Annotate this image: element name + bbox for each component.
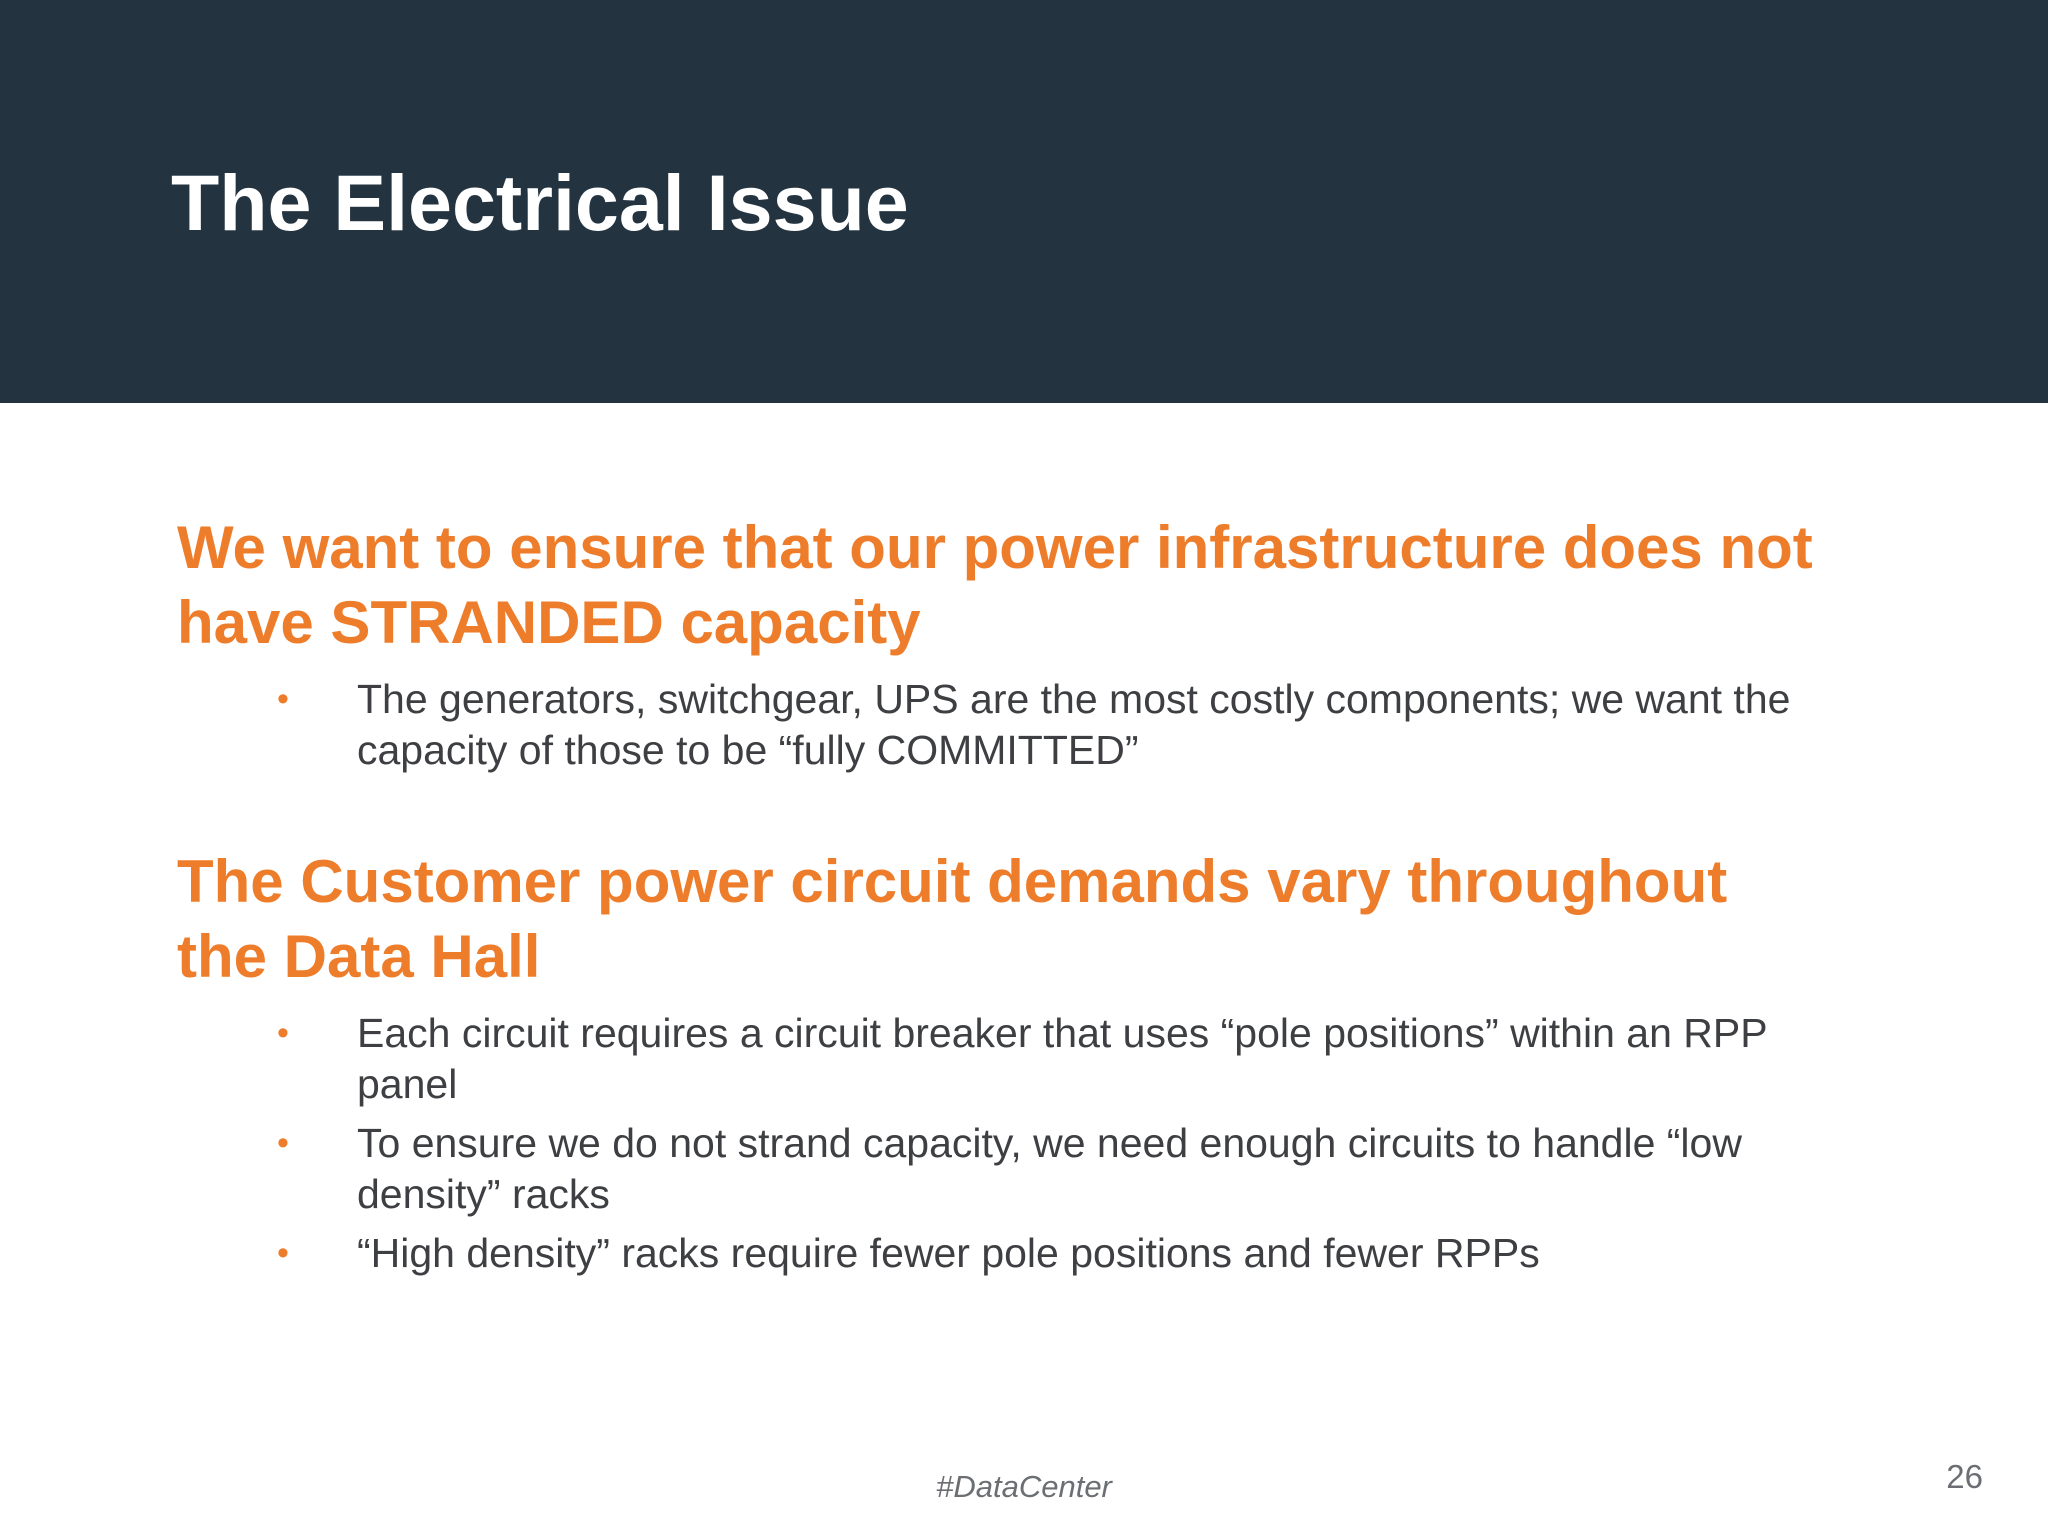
slide-title: The Electrical Issue <box>171 158 909 247</box>
bullet-text: Each circuit requires a circuit breaker that uses “pole positions” within an RPP panel <box>357 1010 1767 1107</box>
page-number: 26 <box>1946 1458 1983 1495</box>
section-heading: We want to ensure that our power infrastructure does not have STRANDED capacity <box>177 514 1813 656</box>
bullet-item <box>177 1008 1817 1110</box>
bullet-item <box>177 1228 1817 1279</box>
section-heading: The Customer power circuit demands vary throughout the Data Hall <box>177 848 1728 990</box>
bullet-text: The generators, switchgear, UPS are the most costly components; we want the capacity of those to be “fully COMMITTED” <box>357 676 1791 773</box>
section-circuit-demands <box>177 844 1817 1279</box>
bullet-list <box>177 1008 1817 1279</box>
bullet-icon: • <box>277 1124 289 1162</box>
bullet-list <box>177 674 1817 776</box>
bullet-icon: • <box>277 1234 289 1272</box>
bullet-text: To ensure we do not strand capacity, we need enough circuits to handle “low density” racks <box>357 1120 1742 1217</box>
bullet-icon: • <box>277 1014 289 1052</box>
bullet-item <box>177 674 1817 776</box>
footer-hashtag: #DataCenter <box>936 1469 1112 1504</box>
section-stranded-capacity <box>177 510 1817 776</box>
slide-content <box>177 510 1817 1287</box>
bullet-item <box>177 1118 1817 1220</box>
header-band <box>0 0 2048 403</box>
bullet-text: “High density” racks require fewer pole positions and fewer RPPs <box>357 1230 1540 1276</box>
bullet-icon: • <box>277 680 289 718</box>
